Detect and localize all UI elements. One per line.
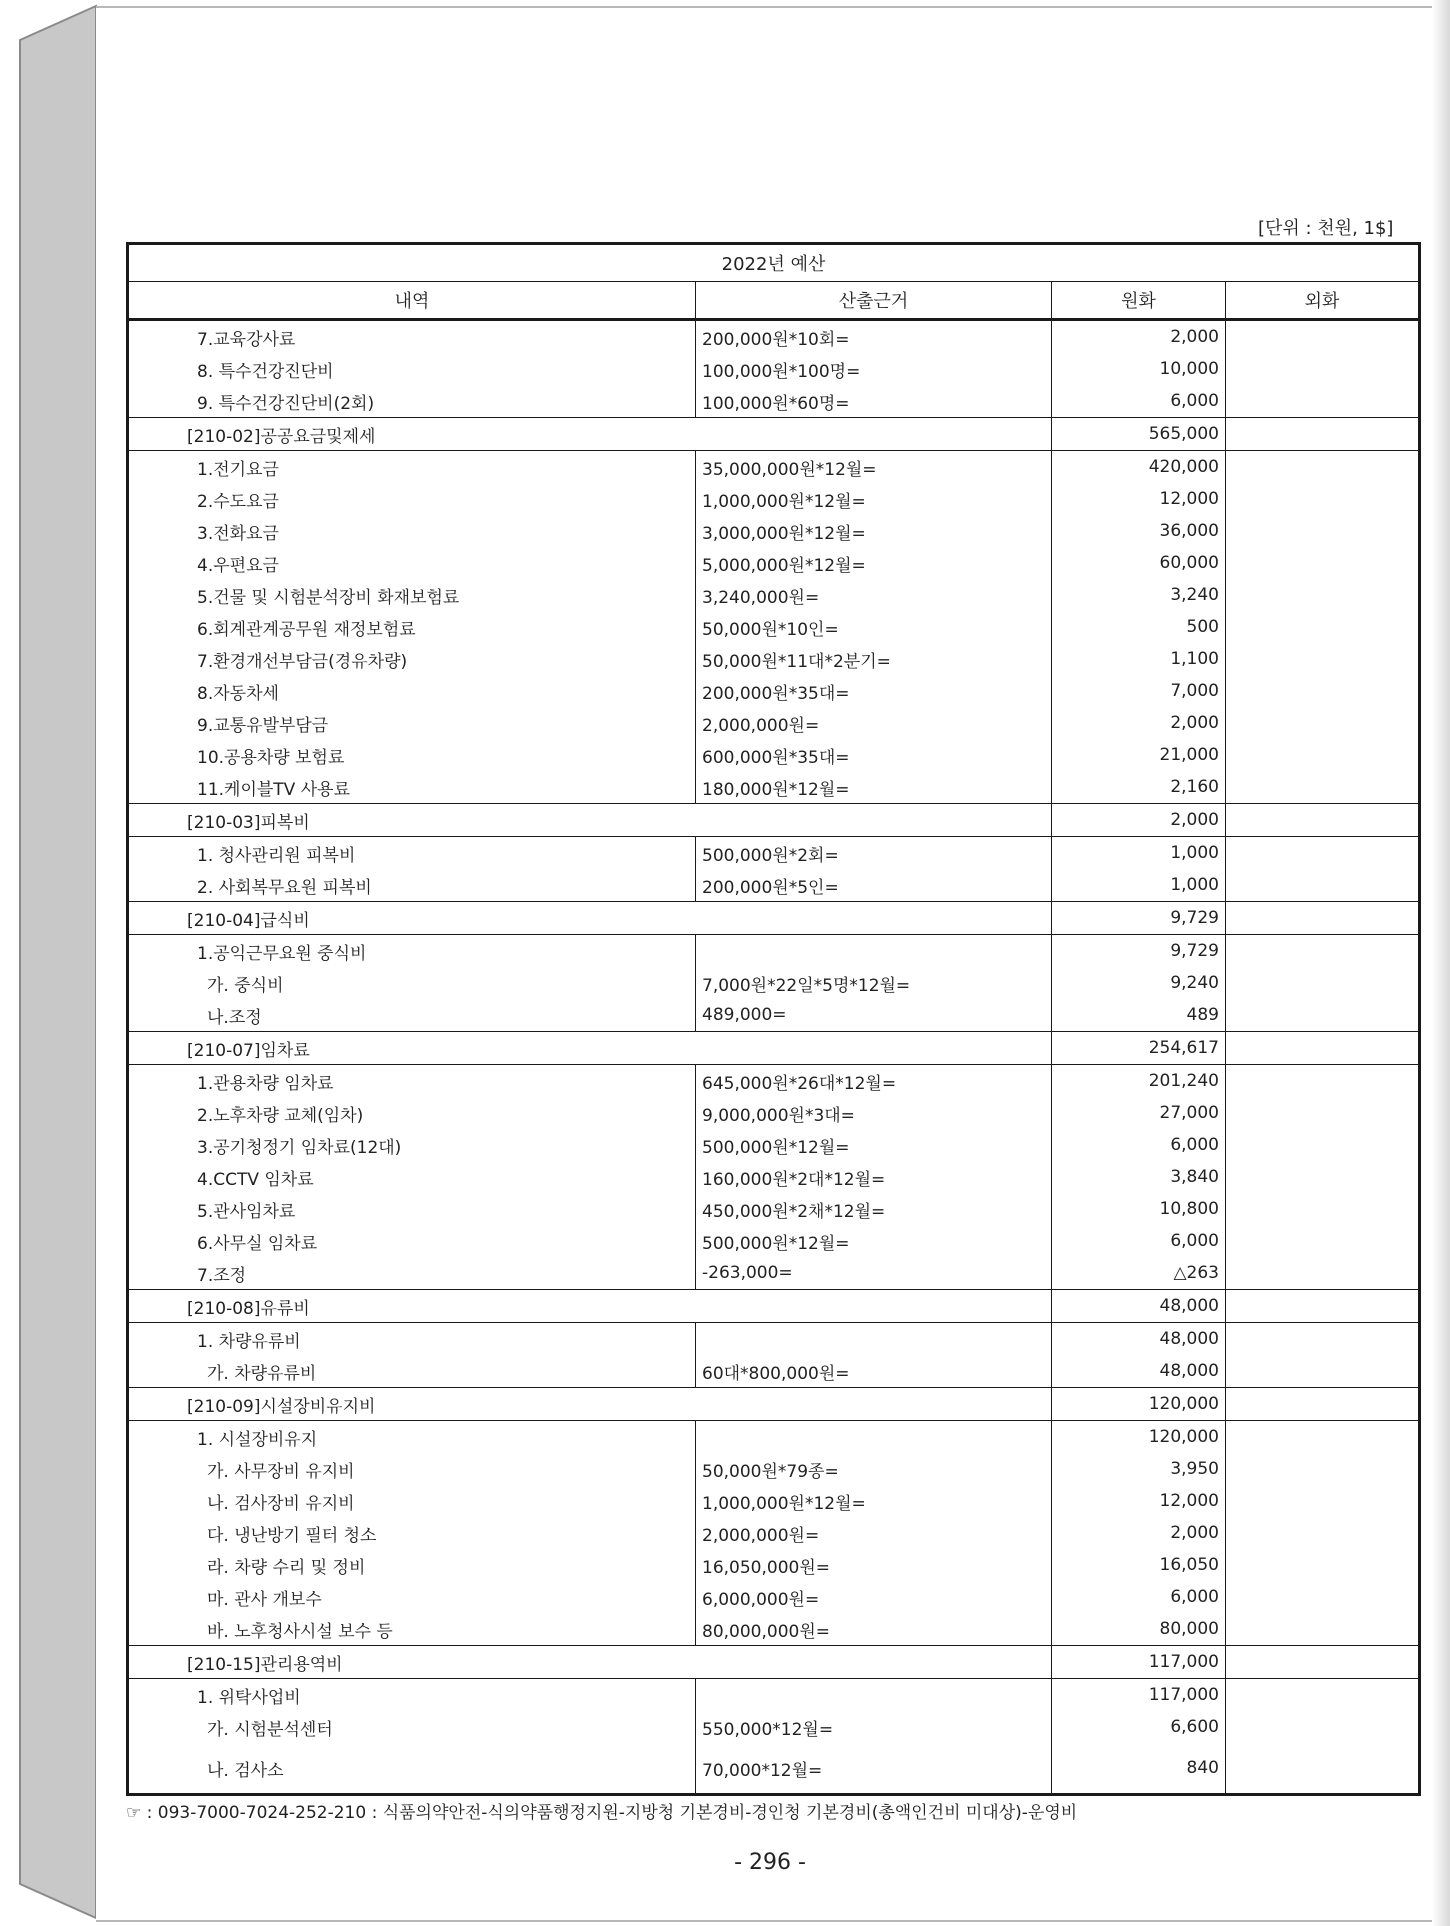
- table-row: [128, 1517, 1420, 1549]
- table-row: [128, 1129, 1420, 1161]
- basis-cell: 600,000원*35대=: [696, 739, 1052, 771]
- table-row: [128, 1485, 1420, 1517]
- item-cell: 가. 사무장비 유지비: [128, 1453, 696, 1485]
- foreign-amount-cell: [1226, 1388, 1420, 1421]
- item-cell: 마. 관사 개보수: [128, 1581, 696, 1613]
- item-cell: 7.환경개선부담금(경유차량): [128, 643, 696, 675]
- foreign-amount-cell: [1226, 837, 1420, 870]
- krw-amount-cell: 6,000: [1052, 1581, 1226, 1613]
- krw-amount-cell: 2,000: [1052, 1517, 1226, 1549]
- basis-cell: 3,240,000원=: [696, 579, 1052, 611]
- foreign-amount-cell: [1226, 1257, 1420, 1290]
- krw-amount-cell: 117,000: [1052, 1679, 1226, 1712]
- table-row: [128, 1355, 1420, 1388]
- table-category-row: [128, 418, 1420, 451]
- foreign-amount-cell: [1226, 869, 1420, 902]
- table-row: [128, 385, 1420, 418]
- unit-label: [단위 : 천원, 1$]: [1258, 218, 1394, 239]
- table-category-row: [128, 1290, 1420, 1323]
- foreign-amount-cell: [1226, 675, 1420, 707]
- foreign-amount-cell: [1226, 579, 1420, 611]
- basis-cell: 7,000원*22일*5명*12월=: [696, 967, 1052, 999]
- foreign-amount-cell: [1226, 483, 1420, 515]
- foreign-amount-cell: [1226, 1032, 1420, 1065]
- basis-cell: 70,000*12월=: [696, 1743, 1052, 1795]
- item-cell: [210-15]관리용역비: [128, 1646, 696, 1679]
- table-row: [128, 1581, 1420, 1613]
- item-cell: 나. 검사장비 유지비: [128, 1485, 696, 1517]
- table-row: [128, 1453, 1420, 1485]
- foreign-amount-cell: [1226, 643, 1420, 675]
- column-header-foreign: 외화: [1226, 282, 1420, 320]
- krw-amount-cell: 2,000: [1052, 707, 1226, 739]
- basis-cell: [696, 902, 1052, 935]
- krw-amount-cell: 3,240: [1052, 579, 1226, 611]
- item-cell: [210-02]공공요금및제세: [128, 418, 696, 451]
- krw-amount-cell: 120,000: [1052, 1388, 1226, 1421]
- krw-amount-cell: 12,000: [1052, 1485, 1226, 1517]
- item-cell: 3.전화요금: [128, 515, 696, 547]
- basis-cell: 16,050,000원=: [696, 1549, 1052, 1581]
- foreign-amount-cell: [1226, 804, 1420, 837]
- table-row: [128, 1257, 1420, 1290]
- foreign-amount-cell: [1226, 1679, 1420, 1712]
- item-cell: 1.전기요금: [128, 451, 696, 484]
- basis-cell: 1,000,000원*12월=: [696, 1485, 1052, 1517]
- item-cell: 2.수도요금: [128, 483, 696, 515]
- table-row: [128, 320, 1420, 354]
- krw-amount-cell: 48,000: [1052, 1323, 1226, 1356]
- krw-amount-cell: 1,000: [1052, 837, 1226, 870]
- krw-amount-cell: 48,000: [1052, 1290, 1226, 1323]
- basis-cell: 60대*800,000원=: [696, 1355, 1052, 1388]
- foreign-amount-cell: [1226, 999, 1420, 1032]
- item-cell: 가. 차량유류비: [128, 1355, 696, 1388]
- foreign-amount-cell: [1226, 739, 1420, 771]
- krw-amount-cell: 500: [1052, 611, 1226, 643]
- table-row: [128, 1193, 1420, 1225]
- krw-amount-cell: 2,000: [1052, 320, 1226, 354]
- table-row: [128, 1225, 1420, 1257]
- column-header-item: 내역: [128, 282, 696, 320]
- item-cell: 7.조정: [128, 1257, 696, 1290]
- table-row: [128, 1711, 1420, 1743]
- foreign-amount-cell: [1226, 1225, 1420, 1257]
- table-category-row: [128, 804, 1420, 837]
- krw-amount-cell: △263: [1052, 1257, 1226, 1290]
- foreign-amount-cell: [1226, 1323, 1420, 1356]
- foreign-amount-cell: [1226, 1421, 1420, 1454]
- foreign-amount-cell: [1226, 515, 1420, 547]
- basis-cell: 100,000원*100명=: [696, 353, 1052, 385]
- table-row: [128, 837, 1420, 870]
- krw-amount-cell: 117,000: [1052, 1646, 1226, 1679]
- foreign-amount-cell: [1226, 707, 1420, 739]
- table-row: [128, 739, 1420, 771]
- krw-amount-cell: 48,000: [1052, 1355, 1226, 1388]
- basis-cell: 500,000원*2회=: [696, 837, 1052, 870]
- krw-amount-cell: 9,240: [1052, 967, 1226, 999]
- foreign-amount-cell: [1226, 320, 1420, 354]
- krw-amount-cell: 16,050: [1052, 1549, 1226, 1581]
- foreign-amount-cell: [1226, 771, 1420, 804]
- table-row: [128, 1065, 1420, 1098]
- table-row: [128, 547, 1420, 579]
- basis-cell: 35,000,000원*12월=: [696, 451, 1052, 484]
- basis-cell: 9,000,000원*3대=: [696, 1097, 1052, 1129]
- item-cell: 1. 차량유류비: [128, 1323, 696, 1356]
- basis-cell: 80,000,000원=: [696, 1613, 1052, 1646]
- basis-cell: 200,000원*5인=: [696, 869, 1052, 902]
- item-cell: 1. 청사관리원 피복비: [128, 837, 696, 870]
- item-cell: 4.우편요금: [128, 547, 696, 579]
- basis-cell: 550,000*12월=: [696, 1711, 1052, 1743]
- basis-cell: -263,000=: [696, 1257, 1052, 1290]
- basis-cell: 6,000,000원=: [696, 1581, 1052, 1613]
- table-row: [128, 353, 1420, 385]
- table-row: [128, 611, 1420, 643]
- item-cell: 8. 특수건강진단비: [128, 353, 696, 385]
- foreign-amount-cell: [1226, 1355, 1420, 1388]
- item-cell: 1.관용차량 임차료: [128, 1065, 696, 1098]
- krw-amount-cell: 2,160: [1052, 771, 1226, 804]
- foreign-amount-cell: [1226, 1453, 1420, 1485]
- foreign-amount-cell: [1226, 1517, 1420, 1549]
- table-category-row: [128, 1388, 1420, 1421]
- basis-cell: [696, 1421, 1052, 1454]
- page-edge-shadow: [1432, 0, 1450, 1926]
- item-cell: [210-07]임차료: [128, 1032, 696, 1065]
- item-cell: 5.관사임차료: [128, 1193, 696, 1225]
- item-cell: 7.교육강사료: [128, 320, 696, 354]
- table-row: [128, 675, 1420, 707]
- column-header-krw: 원화: [1052, 282, 1226, 320]
- krw-amount-cell: 120,000: [1052, 1421, 1226, 1454]
- basis-cell: [696, 804, 1052, 837]
- item-cell: 1.공익근무요원 중식비: [128, 935, 696, 968]
- krw-amount-cell: 420,000: [1052, 451, 1226, 484]
- budget-table-body: [128, 320, 1420, 1795]
- krw-amount-cell: 60,000: [1052, 547, 1226, 579]
- item-cell: [210-04]급식비: [128, 902, 696, 935]
- foreign-amount-cell: [1226, 1646, 1420, 1679]
- basis-cell: 200,000원*10회=: [696, 320, 1052, 354]
- krw-amount-cell: 3,950: [1052, 1453, 1226, 1485]
- basis-cell: [696, 1679, 1052, 1712]
- krw-amount-cell: 489: [1052, 999, 1226, 1032]
- table-row: [128, 1421, 1420, 1454]
- foreign-amount-cell: [1226, 611, 1420, 643]
- krw-amount-cell: 2,000: [1052, 804, 1226, 837]
- basis-cell: 160,000원*2대*12월=: [696, 1161, 1052, 1193]
- item-cell: [210-03]피복비: [128, 804, 696, 837]
- item-cell: [210-08]유류비: [128, 1290, 696, 1323]
- budget-table: [126, 242, 1421, 1796]
- item-cell: 2.노후차량 교체(임차): [128, 1097, 696, 1129]
- table-row: [128, 1161, 1420, 1193]
- table-row: [128, 515, 1420, 547]
- krw-amount-cell: 1,100: [1052, 643, 1226, 675]
- table-row: [128, 935, 1420, 968]
- krw-amount-cell: 6,600: [1052, 1711, 1226, 1743]
- foreign-amount-cell: [1226, 1549, 1420, 1581]
- basis-cell: [696, 1323, 1052, 1356]
- basis-cell: 500,000원*12월=: [696, 1129, 1052, 1161]
- foreign-amount-cell: [1226, 1161, 1420, 1193]
- table-row: [128, 1549, 1420, 1581]
- krw-amount-cell: 3,840: [1052, 1161, 1226, 1193]
- table-row: [128, 707, 1420, 739]
- foreign-amount-cell: [1226, 967, 1420, 999]
- item-cell: 6.사무실 임차료: [128, 1225, 696, 1257]
- foreign-amount-cell: [1226, 902, 1420, 935]
- krw-amount-cell: 21,000: [1052, 739, 1226, 771]
- item-cell: 라. 차량 수리 및 정비: [128, 1549, 696, 1581]
- item-cell: 다. 냉난방기 필터 청소: [128, 1517, 696, 1549]
- krw-amount-cell: 840: [1052, 1743, 1226, 1795]
- foreign-amount-cell: [1226, 1129, 1420, 1161]
- basis-cell: [696, 1032, 1052, 1065]
- item-cell: 나.조정: [128, 999, 696, 1032]
- basis-cell: 489,000=: [696, 999, 1052, 1032]
- krw-amount-cell: 80,000: [1052, 1613, 1226, 1646]
- table-row: [128, 1097, 1420, 1129]
- table-row: [128, 967, 1420, 999]
- item-cell: 가. 중식비: [128, 967, 696, 999]
- basis-cell: 100,000원*60명=: [696, 385, 1052, 418]
- basis-cell: 3,000,000원*12월=: [696, 515, 1052, 547]
- table-row: [128, 771, 1420, 804]
- page-number: - 296 -: [734, 1850, 806, 1875]
- foreign-amount-cell: [1226, 353, 1420, 385]
- table-row: [128, 579, 1420, 611]
- item-cell: 5.건물 및 시험분석장비 화재보험료: [128, 579, 696, 611]
- foreign-amount-cell: [1226, 1290, 1420, 1323]
- table-category-row: [128, 1646, 1420, 1679]
- item-cell: 10.공용차량 보험료: [128, 739, 696, 771]
- table-row: [128, 1679, 1420, 1712]
- krw-amount-cell: 565,000: [1052, 418, 1226, 451]
- basis-cell: 200,000원*35대=: [696, 675, 1052, 707]
- basis-cell: [696, 1290, 1052, 1323]
- item-cell: 6.회계관계공무원 재정보험료: [128, 611, 696, 643]
- foreign-amount-cell: [1226, 1743, 1420, 1795]
- basis-cell: [696, 935, 1052, 968]
- column-header-basis: 산출근거: [696, 282, 1052, 320]
- foreign-amount-cell: [1226, 1711, 1420, 1743]
- item-cell: 9.교통유발부담금: [128, 707, 696, 739]
- item-cell: 1. 시설장비유지: [128, 1421, 696, 1454]
- basis-cell: 500,000원*12월=: [696, 1225, 1052, 1257]
- krw-amount-cell: 10,000: [1052, 353, 1226, 385]
- item-cell: 3.공기청정기 임차료(12대): [128, 1129, 696, 1161]
- basis-cell: 50,000원*79종=: [696, 1453, 1052, 1485]
- item-cell: 8.자동차세: [128, 675, 696, 707]
- item-cell: 나. 검사소: [128, 1743, 696, 1795]
- foreign-amount-cell: [1226, 1485, 1420, 1517]
- basis-cell: 180,000원*12월=: [696, 771, 1052, 804]
- krw-amount-cell: 6,000: [1052, 1129, 1226, 1161]
- table-category-row: [128, 902, 1420, 935]
- basis-cell: [696, 1646, 1052, 1679]
- table-row: [128, 1743, 1420, 1795]
- basis-cell: 5,000,000원*12월=: [696, 547, 1052, 579]
- foreign-amount-cell: [1226, 935, 1420, 968]
- foreign-amount-cell: [1226, 1193, 1420, 1225]
- basis-cell: [696, 1388, 1052, 1421]
- table-row: [128, 1613, 1420, 1646]
- item-cell: 11.케이블TV 사용료: [128, 771, 696, 804]
- table-title: 2022년 예산: [128, 244, 1420, 282]
- table-row: [128, 643, 1420, 675]
- krw-amount-cell: 1,000: [1052, 869, 1226, 902]
- item-cell: 바. 노후청사시설 보수 등: [128, 1613, 696, 1646]
- basis-cell: 450,000원*2채*12월=: [696, 1193, 1052, 1225]
- basis-cell: [696, 418, 1052, 451]
- table-row: [128, 999, 1420, 1032]
- basis-cell: 1,000,000원*12월=: [696, 483, 1052, 515]
- basis-cell: 50,000원*11대*2분기=: [696, 643, 1052, 675]
- basis-cell: 2,000,000원=: [696, 1517, 1052, 1549]
- item-cell: 가. 시험분석센터: [128, 1711, 696, 1743]
- foreign-amount-cell: [1226, 451, 1420, 484]
- krw-amount-cell: 254,617: [1052, 1032, 1226, 1065]
- krw-amount-cell: 10,800: [1052, 1193, 1226, 1225]
- item-cell: 1. 위탁사업비: [128, 1679, 696, 1712]
- table-category-row: [128, 1032, 1420, 1065]
- basis-cell: 645,000원*26대*12월=: [696, 1065, 1052, 1098]
- foreign-amount-cell: [1226, 1613, 1420, 1646]
- item-cell: [210-09]시설장비유지비: [128, 1388, 696, 1421]
- basis-cell: 50,000원*10인=: [696, 611, 1052, 643]
- item-cell: 2. 사회복무요원 피복비: [128, 869, 696, 902]
- krw-amount-cell: 9,729: [1052, 902, 1226, 935]
- item-cell: 9. 특수건강진단비(2회): [128, 385, 696, 418]
- foreign-amount-cell: [1226, 418, 1420, 451]
- table-row: [128, 1323, 1420, 1356]
- account-code-footnote: ☞ : 093-7000-7024-252-210 : 식품의약안전-식의약품행정지원-지방청 기본경비-경인청 기본경비(총액인건비 미대상)-운영비: [126, 1803, 1078, 1823]
- krw-amount-cell: 6,000: [1052, 385, 1226, 418]
- foreign-amount-cell: [1226, 1097, 1420, 1129]
- basis-cell: 2,000,000원=: [696, 707, 1052, 739]
- krw-amount-cell: 6,000: [1052, 1225, 1226, 1257]
- krw-amount-cell: 27,000: [1052, 1097, 1226, 1129]
- krw-amount-cell: 12,000: [1052, 483, 1226, 515]
- foreign-amount-cell: [1226, 1581, 1420, 1613]
- foreign-amount-cell: [1226, 1065, 1420, 1098]
- table-row: [128, 869, 1420, 902]
- krw-amount-cell: 7,000: [1052, 675, 1226, 707]
- table-row: [128, 483, 1420, 515]
- foreign-amount-cell: [1226, 385, 1420, 418]
- foreign-amount-cell: [1226, 547, 1420, 579]
- krw-amount-cell: 36,000: [1052, 515, 1226, 547]
- item-cell: 4.CCTV 임차료: [128, 1161, 696, 1193]
- krw-amount-cell: 9,729: [1052, 935, 1226, 968]
- krw-amount-cell: 201,240: [1052, 1065, 1226, 1098]
- table-row: [128, 451, 1420, 484]
